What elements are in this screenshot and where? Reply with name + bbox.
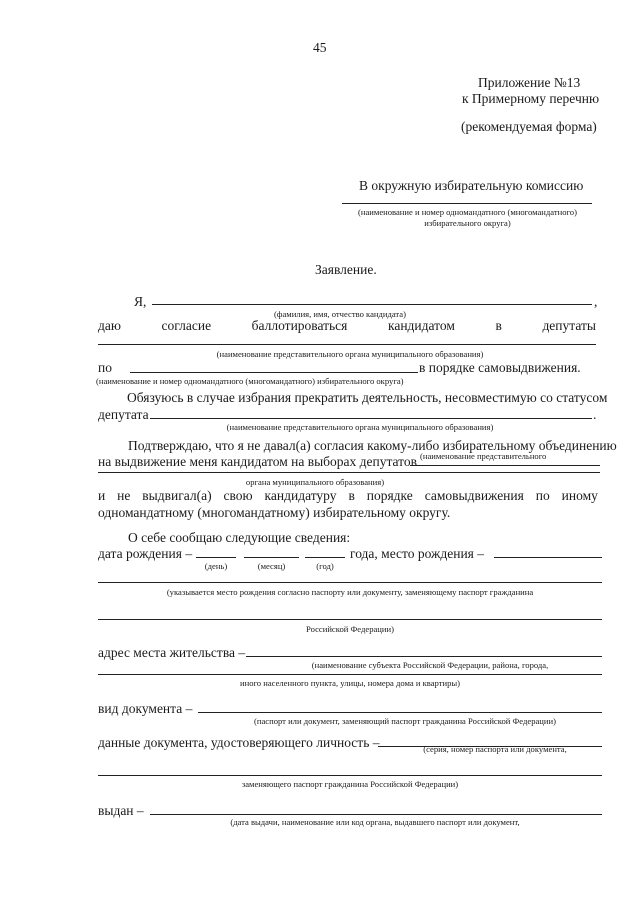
birthplace-line-3 — [98, 619, 602, 620]
day-line — [196, 557, 236, 558]
day-caption: (день) — [204, 561, 228, 571]
birthplace-line — [494, 557, 602, 558]
address-line-2 — [98, 674, 602, 675]
district-caption: (наименование и номер одномандатного (многомандатного) избирательного округа) — [96, 376, 404, 386]
po-label: по — [98, 360, 112, 375]
consent-word: согласие — [161, 318, 212, 333]
nomination-line-2 — [98, 472, 600, 473]
birthplace-line-2 — [98, 582, 602, 583]
not-word: самовыдвижения — [424, 488, 524, 503]
month-caption: (месяц) — [257, 561, 286, 571]
statement-title: Заявление. — [315, 262, 377, 277]
rf-caption: Российской Федерации) — [306, 624, 394, 634]
year-caption: (год) — [316, 561, 334, 571]
oblige-text: Обязуюсь в случае избрания прекратить деятельность, несовместимую со статусом — [127, 390, 608, 405]
not-word: и — [98, 488, 106, 503]
consent-word: даю — [98, 318, 121, 333]
commission-line — [342, 203, 592, 204]
rep-organ-line — [98, 344, 596, 345]
not-word: в — [348, 488, 355, 503]
not-word: порядке — [366, 488, 413, 503]
year-line — [305, 557, 345, 558]
other-district-text: одномандатному (многомандатному) избирательному округу. — [98, 505, 451, 520]
consent-word: в — [495, 318, 502, 333]
about-text: О себе сообщаю следующие сведения: — [128, 530, 351, 545]
nomination-line — [410, 465, 600, 466]
commission-title: В окружную избирательную комиссию — [359, 178, 584, 193]
month-line — [244, 557, 299, 558]
commission-caption-1: (наименование и номер одномандатного (многомандатного) — [358, 207, 577, 217]
issued-line — [150, 814, 602, 815]
rep-organ-caption: (наименование представительного органа муниципального образования) — [216, 349, 484, 359]
issued-caption: (дата выдачи, наименование или код органа, выдавшего паспорт или документ, — [230, 817, 520, 827]
i-comma: , — [594, 294, 598, 309]
nomination-text: на выдвижение меня кандидатом на выборах депутатов — [98, 454, 418, 469]
form-note: (рекомендуемая форма) — [461, 119, 597, 134]
not-word: не — [117, 488, 131, 503]
district-line — [130, 372, 418, 373]
subject-caption: (наименование субъекта Российской Федерации, района, города, — [311, 660, 549, 670]
rep-caption-b: органа муниципального образования) — [245, 477, 385, 487]
doc-data-line-2 — [98, 775, 602, 776]
fio-caption: (фамилия, имя, отчество кандидата) — [274, 309, 406, 319]
locality-caption: иного населенного пункта, улицы, номера дома и квартиры) — [240, 678, 460, 688]
commission-caption-2: избирательного округа) — [424, 218, 511, 228]
doc-type-caption: (паспорт или документ, заменяющий паспорт гражданина Российской Федерации) — [254, 716, 556, 726]
not-nominated-line — [98, 488, 598, 504]
fio-line — [152, 304, 592, 305]
dob-label: дата рождения – — [98, 546, 193, 561]
replacing-caption: заменяющего паспорт гражданина Российской Федерации) — [241, 779, 459, 789]
not-word: иному — [561, 488, 598, 503]
not-word: по — [535, 488, 550, 503]
consent-word: баллотироваться — [251, 318, 348, 333]
issued-label: выдан – — [98, 803, 144, 818]
birthplace-caption: (указывается место рождения согласно паспорту или документу, заменяющему паспорт гражданина — [166, 587, 534, 597]
to-list-label: к Примерному перечню — [462, 91, 600, 106]
consent-line — [98, 318, 596, 334]
appendix-label: Приложение №13 — [478, 75, 581, 90]
i-label: Я, — [134, 294, 147, 309]
doc-type-line — [198, 712, 602, 713]
self-nomination: в порядке самовыдвижения. — [419, 360, 581, 375]
doc-data-label: данные документа, удостоверяющего личность – — [98, 735, 380, 750]
doc-type-label: вид документа – — [98, 701, 193, 716]
rep-caption-a: (наименование представительного — [420, 451, 547, 461]
year-birthplace-label: года, место рождения – — [350, 546, 485, 561]
deputy-line — [150, 418, 592, 419]
not-word: выдвигал(а) — [142, 488, 212, 503]
series-caption: (серия, номер паспорта или документа, — [423, 744, 567, 754]
page-number: 45 — [313, 40, 327, 55]
consent-word: депутаты — [542, 318, 596, 333]
deputy-label: депутата — [98, 407, 149, 422]
address-label: адрес места жительства – — [98, 645, 246, 660]
confirm-text: Подтверждаю, что я не давал(а) согласия какому-либо избирательному объединению — [128, 438, 617, 453]
rep-organ-caption-2: (наименование представительного органа муниципального образования) — [226, 422, 494, 432]
not-word: кандидатуру — [264, 488, 337, 503]
consent-word: кандидатом — [387, 318, 455, 333]
address-line — [246, 656, 602, 657]
not-word: свою — [223, 488, 253, 503]
deputy-dot: . — [593, 407, 597, 422]
